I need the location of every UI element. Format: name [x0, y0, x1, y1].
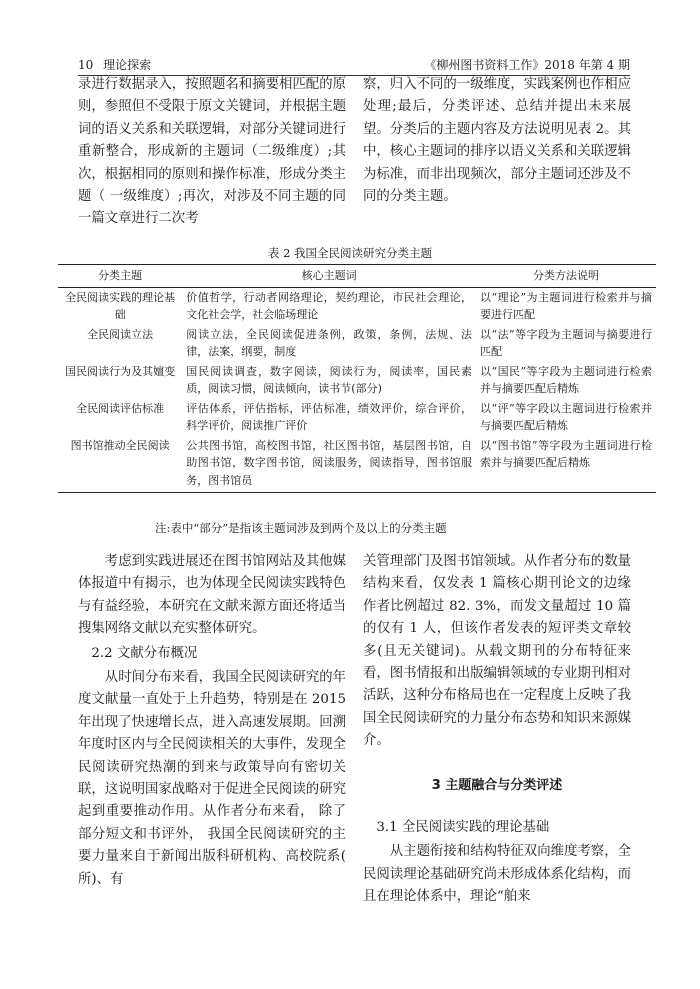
paragraph: 关管理部门及图书馆领域。从作者分布的数量结构来看，仅发表 1 篇核心期刊论文的边缘作者比例超过 82. 3%，而发文量超过 10 篇的仅有 1 人，但该作者发表的短评类文章较多(且无关键词)。从载文期刊的分布特征来看，图书情报和出版编辑领域的专业期刊相对活跃，这种分布格局也在一定程度上反映了我国全民阅读研究的力量分布态势和知识来源媒介。 [363, 554, 631, 749]
cell-method: 以“理论”为主题词进行检索并与摘要进行匹配 [480, 290, 652, 321]
table-note: 注:表中“部分”是指该主题词涉及到两个及以上的分类主题 [155, 521, 447, 535]
cell-keywords: 公共图书馆，高校图书馆，社区图书馆，基层图书馆，自助图书馆，数字图书馆，阅读服务，阅读指导，图书馆服务，图书馆员 [182, 436, 476, 493]
col-header-topic: 分类主题 [58, 265, 182, 288]
cell-keywords: 国民阅读调查，数字阅读，阅读行为，阅读率，国民素质，阅读习惯，阅读倾向，读书节(部分) [186, 364, 473, 395]
table-header-row [58, 265, 656, 288]
paragraph: 从主题衔接和结构特征双向维度考察，全民阅读理论基础研究尚未形成体系化结构，而且在理论体系中，理论“舶来 [363, 844, 631, 905]
table-row [58, 399, 656, 436]
page-header [78, 55, 630, 76]
paragraph: 从时间分布来看，我国全民阅读研究的年度文献量一直处于上升趋势，特别是在 2015 年出现了快速增长点，进入高速发展期。回溯年度时区内与全民阅读相关的大事件，发现全民阅读研究热潮的到来与政策导向有密切关联，这说明国家战略对于促进全民阅读的研究起到重要推动作用。从作者分布来看， 除了部分短文和书评外， 我国全民阅读研究的主要力量来自于新闻出版科研机构、高校院系( 所)、有 [78, 670, 346, 887]
table-row [58, 287, 656, 325]
page-number: 10 [78, 58, 94, 72]
table-row [58, 325, 656, 362]
cell-keywords: 阅读立法，全民阅读促进条例，政策，条例，法规、法律，法案，纲要，制度 [186, 327, 473, 358]
cell-method: 以“图书馆”等字段为主题词进行检索并与摘要匹配后精炼 [476, 436, 656, 493]
paragraph: 考虑到实践进展还在图书馆网站及其他媒体报道中有揭示，也为体现全民阅读实践特色与有益经验，本研究在文献来源方面还将适当搜集网络文献以充实整体研究。 [78, 554, 346, 637]
cell-topic: 图书馆推动全民阅读 [58, 436, 182, 493]
col-header-method: 分类方法说明 [476, 265, 656, 288]
table-caption: 表 2 我国全民阅读研究分类主题 [267, 246, 433, 260]
paragraph: 察，归入不同的一级维度，实践案例也作相应处理;最后，分类评述、总结并提出未来展望。分类后的主题内容及方法说明见表 2。其中，核心主题词的排序以语义关系和关联逻辑为标准，而非出现频次，部分主题词还涉及不同的分类主题。 [363, 77, 631, 205]
paragraph: 录进行数据录入，按照题名和摘要相匹配的原则，参照但不受限于原文关键词，并根据主题词的语义关系和关联逻辑，对部分关键词进行重新整合，形成新的主题词（二级维度）;其次，根据相同的原则和操作标准，形成分类主题（ 一级维度）;再次，对涉及不同主题的同一篇文章进行二次考 [78, 77, 346, 227]
cell-topic: 国民阅读行为及其嬗变 [65, 364, 176, 378]
classification-table [58, 264, 656, 493]
table-row [58, 362, 656, 399]
cell-method: 以“法”等字段为主题词与摘要进行匹配 [480, 327, 652, 358]
cell-keywords: 价值哲学，行动者网络理论，契约理论，市民社会理论，文化社会学，社会临场理论 [186, 290, 473, 321]
table-row [58, 436, 656, 493]
top-left-column [78, 74, 346, 231]
bottom-right-column [363, 551, 631, 909]
cell-method: 以“国民”等字段为主题词进行检索并与摘要匹配后精炼 [480, 364, 652, 395]
journal-title: 《柳州图书资料工作》2018 年第 4 期 [424, 58, 630, 72]
section-heading: 3 主题融合与分类评述 [431, 777, 563, 793]
subsection-heading: 2.2 文献分布概况 [91, 645, 198, 661]
cell-topic: 全民阅读立法 [87, 327, 154, 341]
top-right-column [363, 74, 631, 208]
cell-method: 以“评”等字段以主题词进行检索并与摘要匹配后精炼 [480, 401, 652, 432]
bottom-left-column [78, 551, 346, 891]
cell-topic: 全民阅读评估标准 [76, 401, 165, 415]
section-label: 理论探索 [103, 58, 152, 72]
cell-keywords: 评估体系，评估指标，评估标准，绩效评价，综合评价，科学评价，阅读推广评价 [186, 401, 473, 432]
col-header-keywords: 核心主题词 [182, 265, 476, 288]
subsection-heading: 3.1 全民阅读实践的理论基础 [376, 820, 550, 836]
cell-topic: 全民阅读实践的理论基础 [65, 290, 176, 321]
